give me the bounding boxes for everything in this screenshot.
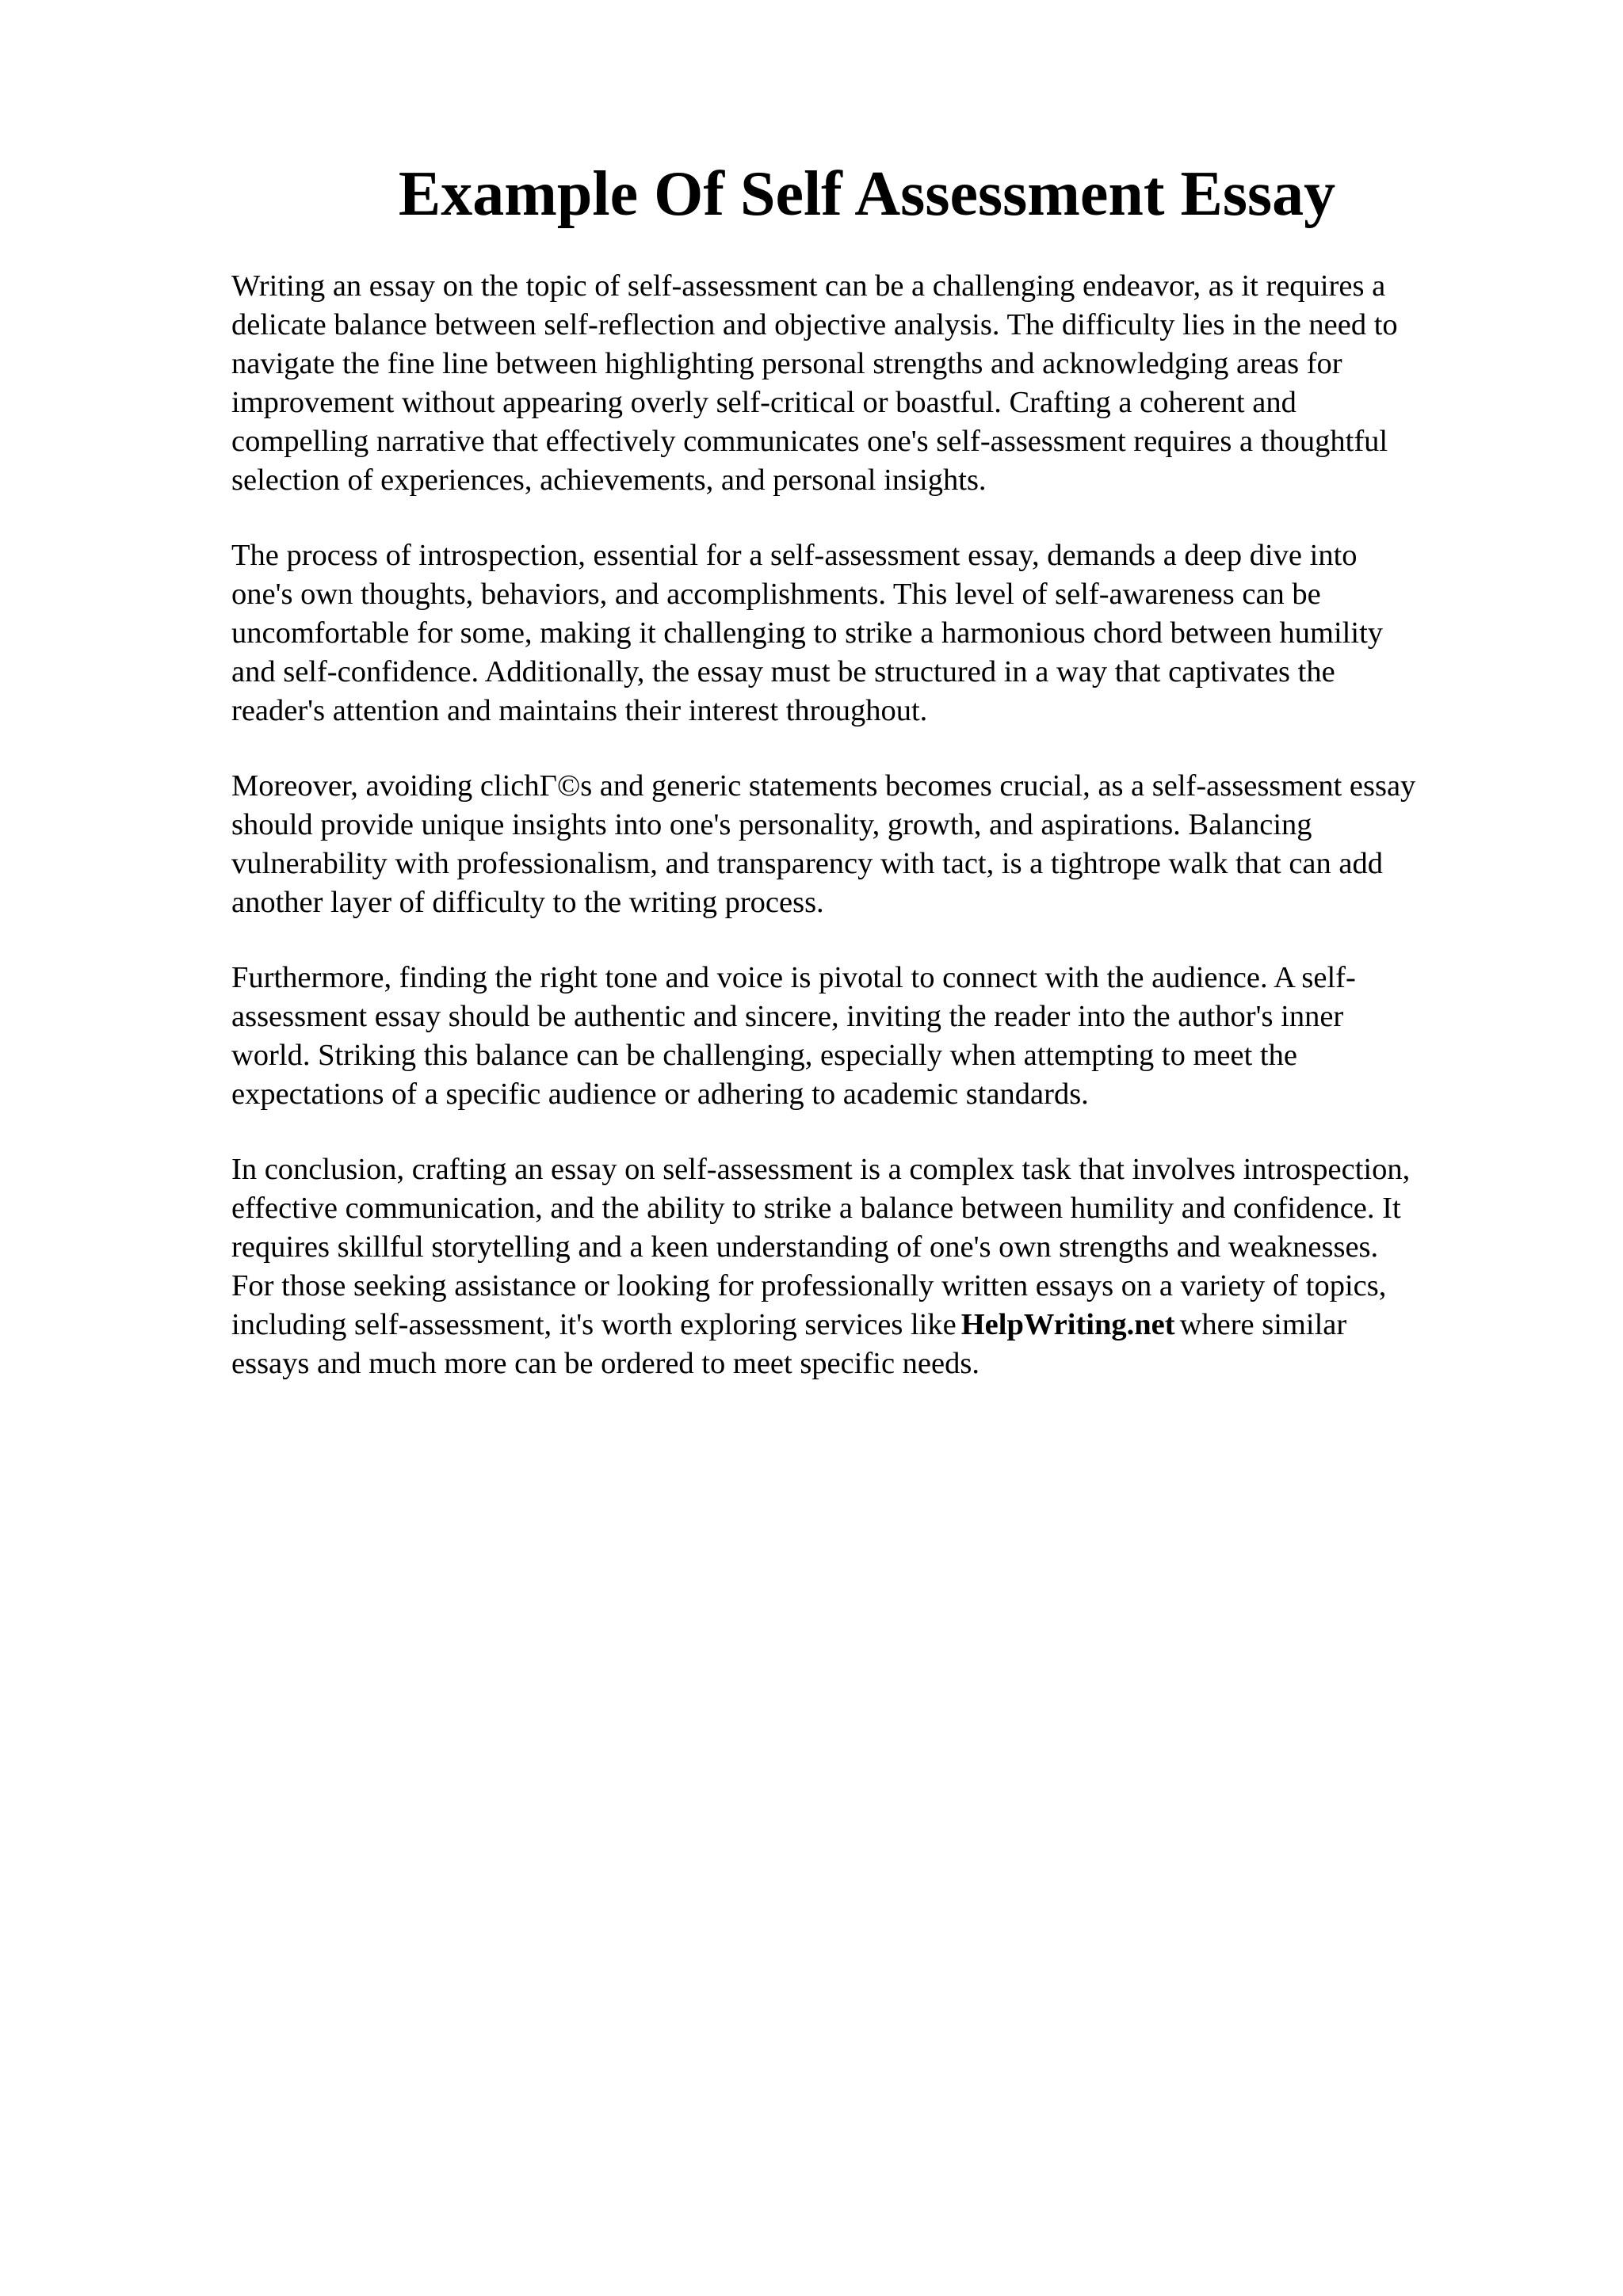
text-line: The process of introspection, essential for a self-assessment essay, demands a deep dive into: [231, 539, 1358, 572]
text-line: In conclusion, crafting an essay on self-assessment is a complex task that involves introspection,: [231, 1153, 1411, 1186]
paragraph-1: [231, 267, 1515, 500]
text-line: selection of experiences, achievements, and personal insights.: [231, 463, 987, 497]
text-line: For those seeking assistance or looking for professionally written essays on a variety of topics,: [231, 1269, 1387, 1302]
text-line: delicate balance between self-reflection and objective analysis. The difficulty lies in the need to: [231, 308, 1398, 341]
text-after-link: where similar: [1179, 1308, 1347, 1341]
text-line: effective communication, and the ability to strike a balance between humility and confidence. It: [231, 1192, 1401, 1225]
text-line: compelling narrative that effectively communicates one's self-assessment requires a thoughtful: [231, 425, 1388, 458]
paragraph-3: [231, 767, 1515, 922]
text-line: navigate the fine line between highlighting personal strengths and acknowledging areas for: [231, 347, 1342, 380]
text-line: assessment essay should be authentic and sincere, inviting the reader into the author's inner: [231, 1000, 1344, 1033]
text-line: Writing an essay on the topic of self-assessment can be a challenging endeavor, as it requires a: [231, 269, 1386, 303]
text-line: Moreover, avoiding clichΓ©s and generic statements becomes crucial, as a self-assessment essay: [231, 769, 1416, 803]
text-line: uncomfortable for some, making it challenging to strike a harmonious chord between humility: [231, 616, 1384, 650]
text-line-with-link: [231, 1306, 1515, 1344]
text-line: world. Striking this balance can be challenging, especially when attempting to meet the: [231, 1039, 1297, 1072]
text-line: should provide unique insights into one's personality, growth, and aspirations. Balancing: [231, 808, 1312, 841]
page-title: Example Of Self Assessment Essay: [398, 159, 1336, 229]
text-line: essays and much more can be ordered to meet specific needs.: [231, 1347, 980, 1380]
text-line: another layer of difficulty to the writing process.: [231, 886, 824, 919]
text-line: and self-confidence. Additionally, the essay must be structured in a way that captivates the: [231, 655, 1335, 688]
text-before-link: including self-assessment, it's worth exploring services like: [231, 1308, 957, 1341]
text-line: improvement without appearing overly self-critical or boastful. Crafting a coherent and: [231, 386, 1296, 419]
text-line: expectations of a specific audience or adhering to academic standards.: [231, 1077, 1089, 1111]
paragraph-4: [231, 959, 1515, 1114]
text-line: vulnerability with professionalism, and transparency with tact, is a tightrope walk that can add: [231, 847, 1383, 880]
text-line: reader's attention and maintains their interest throughout.: [231, 694, 928, 727]
helpwriting-link[interactable]: HelpWriting.net: [960, 1308, 1175, 1341]
paragraph-5: [231, 1150, 1515, 1383]
text-line: one's own thoughts, behaviors, and accomplishments. This level of self-awareness can be: [231, 578, 1321, 611]
text-line: requires skillful storytelling and a keen understanding of one's own strengths and weaknesses.: [231, 1230, 1379, 1264]
text-line: Furthermore, finding the right tone and voice is pivotal to connect with the audience. A self-: [231, 961, 1356, 994]
paragraph-2: [231, 536, 1515, 730]
essay-body: [231, 267, 1515, 1420]
